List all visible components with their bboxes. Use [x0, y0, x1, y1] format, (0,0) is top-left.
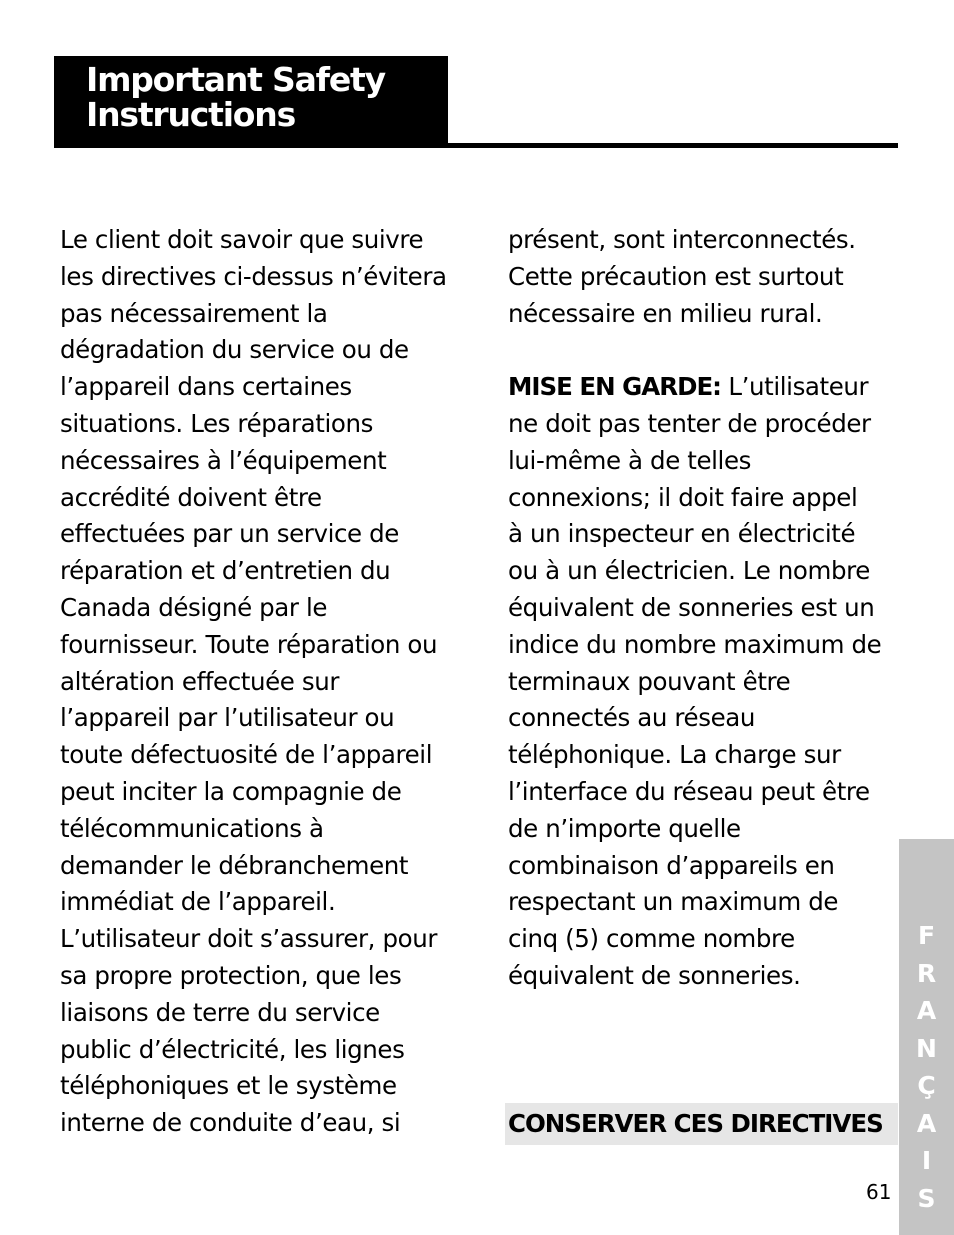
warning-text: L’utilisateur ne doit pas tenter de procéder lui-même à de telles connexions; il doit faire appel à un inspecteur en électricité ou à un électricien. Le nombre équivalent de sonneries est un indice du nombre maximum de terminaux pouvant être connectés au réseau téléphonique. La charge sur l’interface du réseau peut être de n’importe quelle combinaison d’appareils en respectant un maximum de cinq (5) comme nombre équivalent de sonneries.	[508, 372, 882, 990]
side-tab-letter: S	[917, 1183, 936, 1213]
side-tab-letter: A	[916, 996, 937, 1025]
side-tab-letter: A	[916, 1108, 937, 1138]
header-rule	[54, 143, 898, 148]
page-title: Important Safety Instructions	[86, 60, 385, 134]
side-tab-letter: N	[916, 1033, 937, 1063]
side-tab-letter: Ç	[917, 1071, 936, 1100]
language-side-tab	[899, 839, 954, 1235]
side-tab-letter: I	[921, 1146, 932, 1175]
header-banner	[54, 56, 448, 148]
side-tab-letter: F	[917, 921, 936, 950]
left-paragraph: Le client doit savoir que suivre les directives ci-dessus n’évitera pas nécessairement la dégradation du service ou de l’appareil dans certaines situations. Les réparations nécessaires à l’équipement accrédité doivent être effectuées par un service de réparation et d’entretien du Canada désigné par le fournisseur. Toute réparation ou altération effectuée sur l’appareil par l’utilisateur ou toute défectuosité de l’appareil peut inciter la compagnie de télécommunications à demander le débranchement immédiat de l’appareil. L’utilisateur doit s’assurer, pour sa propre protection, que les liaisons de terre du service public d’électricité, les lignes téléphoniques et le système interne de conduite d’eau, si	[60, 225, 447, 1138]
warning-paragraph	[508, 369, 898, 995]
warning-label: MISE EN GARDE:	[508, 372, 721, 402]
left-column	[60, 222, 460, 1142]
page-number: 61	[866, 1180, 892, 1204]
right-column	[508, 222, 898, 995]
side-tab-letters	[899, 917, 954, 1217]
keep-instructions-bar	[505, 1103, 898, 1145]
right-paragraph-intro: présent, sont interconnectés. Cette précaution est surtout nécessaire en milieu rural.	[508, 225, 856, 328]
keep-instructions-label: CONSERVER CES DIRECTIVES	[508, 1109, 883, 1138]
side-tab-letter: R	[916, 958, 937, 988]
